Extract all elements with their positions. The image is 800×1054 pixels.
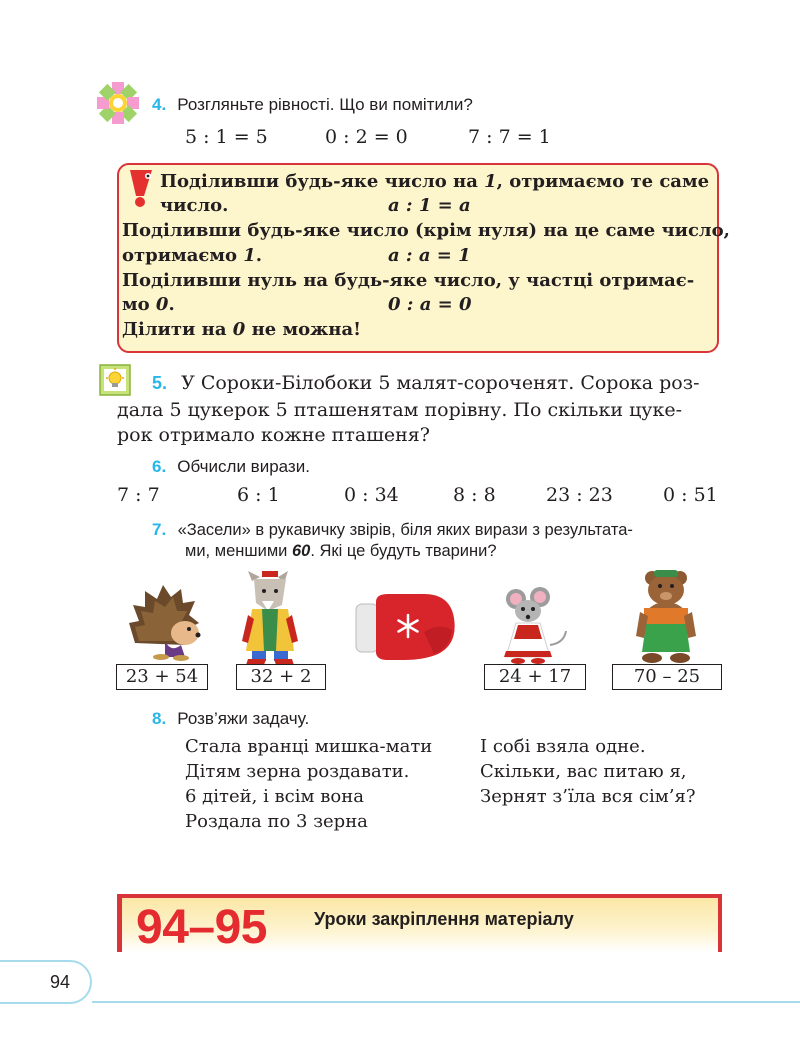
exclamation-icon: [126, 168, 156, 208]
poem-left-2: Дітям зерна роздавати.: [185, 761, 410, 782]
poem-left-4: Роздала по 3 зерна: [185, 811, 368, 832]
task8-text: Розв’яжи задачу.: [177, 709, 310, 728]
lightbulb-icon: [99, 364, 131, 396]
task7-line-2: ми, меншими 60. Які це будуть тварини?: [185, 542, 497, 560]
answer-box-mouse[interactable]: 24 + 17: [484, 664, 586, 690]
task6-expr-6: 0 : 51: [663, 484, 718, 506]
page-bottom-line: [92, 1001, 800, 1003]
task8-number: 8.: [152, 709, 167, 728]
lesson-title: Уроки закріплення матеріалу: [314, 909, 574, 929]
task7-number: 7.: [152, 520, 167, 539]
rule-4-line: Ділити на 0 не можна!: [122, 319, 362, 340]
rule-1-formula: a : 1 = a: [388, 195, 471, 216]
banner-left-bar: [117, 894, 122, 952]
task6-expr-2: 6 : 1: [237, 484, 280, 506]
rule-2-line-1: Поділивши будь-яке число (крім нуля) на це саме число,: [122, 220, 730, 241]
rule-1-line-2: число.: [160, 195, 229, 216]
bear-icon: [630, 568, 706, 664]
task7-line-1: 7. «Засели» в рукавичку звірів, біля яких вирази з результата-: [152, 520, 633, 539]
task6-expr-1: 7 : 7: [117, 484, 160, 506]
rule-3-formula: 0 : a = 0: [388, 294, 472, 315]
mouse-icon: [498, 585, 570, 665]
rule-2-formula: a : a = 1: [388, 245, 471, 266]
task5-number: 5.: [152, 373, 168, 393]
poem-left-3: 6 дітей, і всім вона: [185, 786, 364, 807]
poem-left-1: Стала вранці мишка-мати: [185, 736, 433, 757]
answer-box-wolf[interactable]: 32 + 2: [236, 664, 326, 690]
wolf-icon: [238, 571, 304, 665]
rule-3-line-2: мо 0.: [122, 294, 175, 315]
lesson-number: 94–95: [136, 901, 267, 954]
task4-header: [152, 95, 473, 115]
task4-number: 4.: [152, 95, 167, 114]
task6-expr-5: 23 : 23: [546, 484, 613, 506]
task6-expr-4: 8 : 8: [453, 484, 496, 506]
poem-right-2: Скільки, вас питаю я,: [480, 761, 687, 782]
answer-box-bear[interactable]: 70 – 25: [612, 664, 722, 690]
task5-line-2: дала 5 цукерок 5 пташенятам порівну. По скільки цуке-: [117, 399, 682, 421]
page-number-tab: [0, 960, 92, 1004]
answer-box-hedgehog[interactable]: 23 + 54: [116, 664, 208, 690]
task5-line-3: рок отримало кожне пташеня?: [117, 424, 430, 446]
rule-1-line-1: Поділивши будь-яке число на 1, отримаємо те саме: [160, 171, 710, 192]
task4-eq-3: 7 : 7 = 1: [468, 126, 551, 148]
rule-3-line-1: Поділивши нуль на будь-яке число, у частці отримає-: [122, 270, 695, 291]
task8-header: [152, 709, 309, 729]
page-number: 94: [50, 972, 71, 992]
poem-right-3: Зернят з’їла вся сім’я?: [480, 786, 696, 807]
mitten-icon: [354, 592, 460, 662]
task6-expr-3: 0 : 34: [344, 484, 399, 506]
task6-header: [152, 457, 310, 477]
task4-eq-1: 5 : 1 = 5: [185, 126, 268, 148]
task6-text: Обчисли вирази.: [177, 457, 310, 476]
task4-eq-2: 0 : 2 = 0: [325, 126, 408, 148]
rule-2-line-2: отримаємо 1.: [122, 245, 263, 266]
flower-icon: [95, 80, 141, 126]
poem-right-1: І собі взяла одне.: [480, 736, 646, 757]
task6-number: 6.: [152, 457, 167, 476]
task5-line-1: 5. У Сороки-Білобоки 5 малят-сороченят. Сорока роз-: [152, 372, 700, 394]
task4-text: Розгляньте рівності. Що ви помітили?: [177, 95, 473, 114]
banner-right-bar: [718, 894, 722, 952]
hedgehog-icon: [125, 583, 209, 663]
